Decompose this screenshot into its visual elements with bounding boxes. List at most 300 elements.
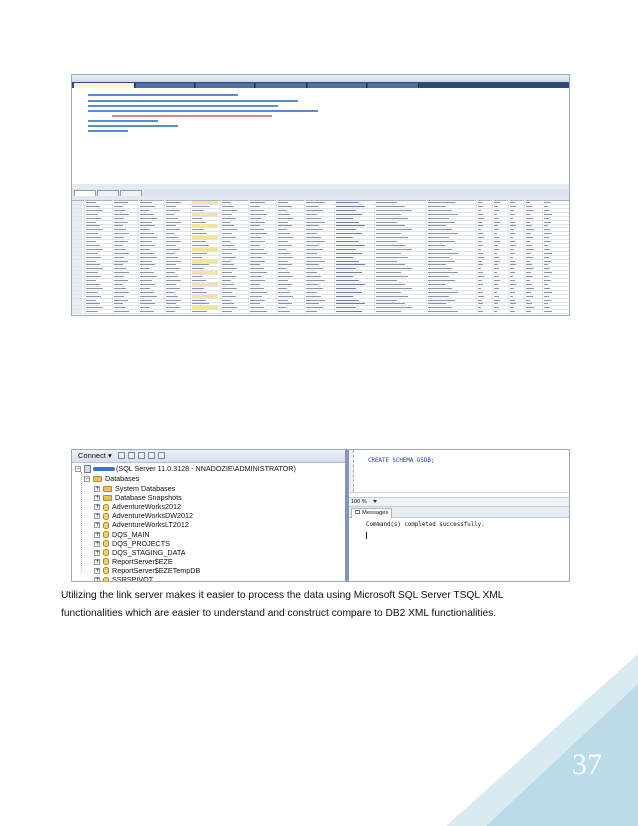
- grid-cell: [166, 264, 176, 265]
- result-tabs: [72, 189, 569, 196]
- grid-cell: [428, 210, 452, 211]
- result-tabs: [349, 507, 569, 518]
- grid-cell: [494, 261, 500, 262]
- grid-cell: [192, 222, 206, 223]
- database-icon: [103, 531, 109, 538]
- grid-cell: [510, 214, 515, 215]
- grid-cell: [86, 202, 96, 203]
- row-number: [72, 213, 82, 216]
- grid-cell: [478, 307, 481, 308]
- table-row[interactable]: [72, 310, 569, 314]
- grid-cell: [526, 202, 530, 203]
- row-number: [72, 256, 82, 259]
- grid-cell: [86, 268, 103, 269]
- database-item-label: Database Snapshots: [115, 493, 182, 503]
- grid-cell: [86, 206, 100, 207]
- grid-cell: [510, 288, 514, 289]
- grid-cell: [336, 264, 365, 265]
- grid-cell: [222, 210, 237, 211]
- grid-cell: [222, 284, 234, 285]
- grid-cell: [140, 272, 154, 273]
- grid-cell: [192, 213, 218, 216]
- grid-cell: [494, 257, 499, 258]
- grid-cell: [222, 264, 234, 265]
- grid-cell: [306, 264, 319, 265]
- grid-cell: [166, 210, 180, 211]
- grid-cell: [306, 245, 319, 246]
- grid-cell: [166, 202, 181, 203]
- grid-cell: [278, 264, 292, 265]
- grid-cell: [494, 292, 497, 293]
- expand-icon[interactable]: +: [95, 566, 101, 574]
- grid-cell: [478, 233, 483, 234]
- grid-cell: [544, 241, 551, 242]
- grid-cell: [510, 264, 516, 265]
- grid-cell: [494, 225, 498, 226]
- grid-cell: [494, 233, 497, 234]
- grid-cell: [376, 303, 405, 304]
- grid-cell: [250, 284, 260, 285]
- grid-cell: [278, 280, 288, 281]
- grid-cell: [494, 210, 499, 211]
- grid-cell: [428, 218, 449, 219]
- grid-cell: [306, 288, 323, 289]
- grid-cell: [494, 214, 497, 215]
- grid-cell: [306, 303, 319, 304]
- collapse-icon[interactable]: −: [76, 465, 82, 473]
- grid-cell: [114, 241, 128, 242]
- row-number: [72, 267, 82, 270]
- grid-cell: [114, 300, 128, 301]
- database-icon: [103, 513, 109, 520]
- grid-cell: [192, 271, 218, 274]
- grid-cell: [494, 253, 497, 254]
- grid-cell: [250, 253, 267, 254]
- grid-cell: [526, 268, 534, 269]
- row-number: [72, 236, 82, 239]
- grid-cell: [306, 233, 317, 234]
- grid-cell: [526, 272, 531, 273]
- expand-icon[interactable]: +: [95, 557, 101, 565]
- grid-cell: [428, 268, 452, 269]
- row-number: [72, 252, 82, 255]
- grid-cell: [544, 222, 551, 223]
- grid-cell: [306, 225, 319, 226]
- connect-button[interactable]: Connect ▾: [78, 451, 112, 460]
- grid-cell: [428, 249, 452, 250]
- grid-cell: [114, 303, 123, 304]
- grid-cell: [278, 261, 288, 262]
- grid-cell: [336, 272, 362, 273]
- grid-cell: [526, 280, 530, 281]
- grid-cell: [114, 218, 124, 219]
- grid-cell: [526, 245, 532, 246]
- grid-cell: [494, 268, 499, 269]
- grid-cell: [478, 284, 483, 285]
- grid-cell: [114, 280, 128, 281]
- row-number: [72, 260, 82, 263]
- expand-icon[interactable]: +: [95, 576, 101, 582]
- grid-cell: [166, 225, 176, 226]
- disconnect-icon[interactable]: [128, 452, 135, 459]
- grid-cell: [140, 233, 154, 234]
- grid-cell: [278, 296, 293, 297]
- folder-icon: [103, 486, 112, 492]
- expand-icon[interactable]: +: [95, 485, 101, 493]
- grid-cell: [140, 268, 150, 269]
- grid-cell: [376, 225, 405, 226]
- grid-cell: [306, 214, 317, 215]
- database-item-label: AdventureWorksLT2012: [112, 520, 189, 530]
- grid-cell: [544, 210, 550, 211]
- grid-cell: [510, 241, 515, 242]
- grid-cell: [140, 210, 150, 211]
- grid-cell: [250, 303, 260, 304]
- grid-cell: [526, 214, 531, 215]
- grid-cell: [428, 272, 458, 273]
- grid-cell: [544, 257, 549, 258]
- grid-cell: [376, 237, 408, 238]
- grid-cell: [428, 206, 446, 207]
- grid-cell: [250, 311, 267, 312]
- grid-cell: [494, 307, 499, 308]
- grid-cell: [376, 311, 401, 312]
- grid-cell: [140, 206, 155, 207]
- grid-cell: [376, 272, 401, 273]
- grid-cell: [250, 229, 264, 230]
- grid-cell: [166, 276, 178, 277]
- grid-cell: [336, 276, 353, 277]
- grid-cell: [376, 222, 397, 223]
- grid-cell: [376, 300, 397, 301]
- row-number: [72, 240, 82, 243]
- grid-cell: [140, 284, 155, 285]
- refresh-icon[interactable]: [158, 452, 165, 459]
- grid-cell: [166, 237, 178, 238]
- database-item-label: DQS_PROJECTS: [112, 538, 170, 548]
- grid-cell: [166, 229, 180, 230]
- grid-cell: [306, 218, 321, 219]
- filter-icon[interactable]: [148, 452, 155, 459]
- grid-cell: [478, 214, 483, 215]
- grid-cell: [222, 222, 231, 223]
- grid-cell: [336, 225, 365, 226]
- grid-cell: [428, 257, 449, 258]
- grid-cell: [510, 233, 515, 234]
- grid-cell: [478, 218, 484, 219]
- database-item-label: DQS_STAGING_DATA: [112, 547, 186, 557]
- grid-cell: [376, 264, 405, 265]
- grid-cell: [526, 307, 534, 308]
- grid-cell: [306, 257, 321, 258]
- grid-cell: [428, 288, 452, 289]
- grid-cell: [166, 272, 175, 273]
- grid-cell: [192, 206, 209, 207]
- row-number: [72, 306, 82, 309]
- databases-label: Databases: [105, 474, 140, 483]
- grid-cell: [494, 311, 497, 312]
- grid-cell: [250, 206, 260, 207]
- grid-cell: [494, 303, 498, 304]
- grid-cell: [222, 280, 231, 281]
- query-editor[interactable]: [349, 450, 569, 493]
- grid-cell: [140, 237, 157, 238]
- grid-cell: [510, 245, 516, 246]
- database-item-label: ReportServer$EZE: [112, 556, 173, 566]
- row-number: [72, 205, 82, 208]
- grid-cell: [192, 241, 206, 242]
- collapse-icon[interactable]: −: [85, 475, 91, 483]
- expand-icon[interactable]: +: [95, 539, 101, 547]
- grid-cell: [306, 202, 325, 203]
- database-item-label: AdventureWorks2012: [112, 502, 181, 512]
- grid-cell: [250, 233, 267, 234]
- grid-cell: [306, 241, 325, 242]
- grid-cell: [526, 288, 534, 289]
- grid-cell: [510, 268, 514, 269]
- grid-cell: [86, 311, 98, 312]
- grid-cell: [222, 225, 234, 226]
- grid-cell: [250, 264, 260, 265]
- database-item-label: SSRSPIVOT: [112, 575, 154, 582]
- row-number: [72, 221, 82, 224]
- grid-cell: [192, 280, 206, 281]
- grid-cell: [222, 268, 237, 269]
- grid-cell: [306, 296, 321, 297]
- redacted-server-name: [93, 467, 115, 471]
- grid-cell: [250, 214, 267, 215]
- grid-cell: [250, 268, 264, 269]
- database-item-label: DQS_MAIN: [112, 529, 150, 539]
- grid-cell: [114, 249, 126, 250]
- grid-cell: [278, 311, 290, 312]
- grid-cell: [306, 284, 319, 285]
- grid-cell: [494, 284, 498, 285]
- grid-cell: [222, 311, 232, 312]
- grid-cell: [336, 210, 356, 211]
- grid-cell: [336, 296, 353, 297]
- grid-cell: [192, 210, 204, 211]
- grid-cell: [428, 225, 446, 226]
- stop-icon[interactable]: [138, 452, 145, 459]
- results-grid: [72, 196, 569, 315]
- grid-cell: [166, 303, 176, 304]
- grid-cell: [140, 280, 152, 281]
- grid-cell: [494, 229, 499, 230]
- database-item[interactable]: [94, 575, 153, 582]
- grid-cell: [114, 225, 123, 226]
- grid-cell: [544, 272, 552, 273]
- expand-icon[interactable]: +: [95, 548, 101, 556]
- grid-cell: [278, 307, 287, 308]
- grid-cell: [428, 233, 458, 234]
- grid-cell: [114, 292, 129, 293]
- grid-cell: [376, 241, 397, 242]
- expand-icon[interactable]: +: [95, 494, 101, 502]
- grid-cell: [114, 233, 129, 234]
- grid-cell: [494, 272, 497, 273]
- grid-cell: [526, 276, 533, 277]
- grid-cell: [278, 253, 290, 254]
- grid-cell: [544, 233, 552, 234]
- grid-cell: [510, 272, 515, 273]
- grid-cell: [428, 237, 449, 238]
- zoom-level[interactable]: 100 %: [351, 499, 367, 505]
- grid-cell: [306, 292, 317, 293]
- grid-cell: [306, 261, 325, 262]
- grid-cell: [86, 218, 101, 219]
- grid-cell: [140, 300, 152, 301]
- grid-cell: [526, 311, 531, 312]
- grid-cell: [510, 300, 515, 301]
- grid-cell: [250, 292, 267, 293]
- grid-cell: [336, 222, 359, 223]
- grid-cell: [86, 210, 103, 211]
- grid-cell: [428, 261, 455, 262]
- grid-cell: [86, 276, 101, 277]
- grid-cell: [478, 272, 483, 273]
- grid-cell: [376, 233, 401, 234]
- grid-cell: [478, 300, 482, 301]
- grid-cell: [86, 233, 98, 234]
- query-window: [349, 450, 569, 581]
- folder-icon: [103, 495, 112, 501]
- grid-cell: [544, 307, 550, 308]
- grid-cell: [376, 296, 408, 297]
- grid-cell: [428, 296, 449, 297]
- grid-cell: [544, 261, 551, 262]
- grid-cell: [114, 296, 124, 297]
- server-node[interactable]: [75, 464, 296, 474]
- grid-cell: [376, 229, 412, 230]
- grid-cell: [166, 233, 175, 234]
- grid-cell: [336, 214, 362, 215]
- grid-cell: [250, 280, 265, 281]
- grid-cell: [192, 201, 218, 204]
- grid-cell: [250, 261, 265, 262]
- messages-tab[interactable]: [351, 508, 392, 518]
- row-number: [72, 299, 82, 302]
- grid-cell: [140, 296, 157, 297]
- grid-cell: [510, 237, 513, 238]
- grid-cell: [544, 276, 549, 277]
- grid-cell: [428, 264, 446, 265]
- grid-cell: [250, 288, 264, 289]
- grid-cell: [478, 229, 481, 230]
- grid-cell: [140, 214, 154, 215]
- chevron-down-icon[interactable]: [373, 500, 377, 503]
- row-number: [72, 201, 82, 204]
- grid-cell: [306, 237, 321, 238]
- grid-cell: [306, 300, 325, 301]
- grid-cell: [222, 249, 237, 250]
- query-line: [88, 125, 178, 127]
- grid-cell: [526, 206, 532, 207]
- grid-cell: [526, 249, 534, 250]
- grid-cell: [278, 272, 290, 273]
- grid-cell: [140, 241, 152, 242]
- grid-cell: [278, 218, 293, 219]
- body-paragraph: Utilizing the link server makes it easier to process the data using Microsoft SQL Server TSQL XML functionalities which are easier to understand and construct compare to DB2 XML functionalities.: [61, 590, 504, 619]
- grid-cell: [222, 276, 236, 277]
- grid-cell: [336, 268, 356, 269]
- grid-cell: [478, 276, 484, 277]
- grid-cell: [114, 261, 128, 262]
- grid-cell: [376, 261, 397, 262]
- grid-cell: [166, 284, 176, 285]
- result-grid-screenshot: [71, 74, 570, 316]
- database-icon: [103, 549, 109, 556]
- grid-cell: [526, 253, 531, 254]
- grid-cell: [140, 261, 152, 262]
- grid-cell: [250, 202, 265, 203]
- query-line: [112, 115, 272, 117]
- grid-cell: [526, 237, 533, 238]
- grid-cell: [192, 260, 218, 263]
- grid-cell: [140, 303, 155, 304]
- grid-cell: [544, 214, 552, 215]
- grid-cell: [166, 257, 178, 258]
- expand-icon[interactable]: +: [95, 521, 101, 529]
- grid-cell: [376, 288, 412, 289]
- database-icon: [103, 567, 109, 574]
- grid-cell: [166, 296, 178, 297]
- grid-cell: [544, 237, 549, 238]
- expand-icon[interactable]: +: [95, 530, 101, 538]
- grid-cell: [510, 206, 516, 207]
- grid-cell: [166, 280, 181, 281]
- grid-cell: [166, 261, 181, 262]
- grid-cell: [428, 276, 449, 277]
- databases-node[interactable]: [84, 474, 139, 484]
- grid-cell: [86, 284, 100, 285]
- grid-cell: [140, 225, 155, 226]
- connect-icon[interactable]: [118, 452, 125, 459]
- expand-icon[interactable]: +: [95, 512, 101, 520]
- grid-cell: [510, 307, 514, 308]
- grid-cell: [478, 268, 481, 269]
- grid-cell: [192, 248, 218, 251]
- grid-cell: [306, 253, 317, 254]
- expand-icon[interactable]: +: [95, 503, 101, 511]
- grid-cell: [428, 229, 452, 230]
- grid-cell: [526, 222, 530, 223]
- grid-cell: [336, 241, 359, 242]
- grid-cell: [222, 218, 236, 219]
- grid-cell: [250, 307, 264, 308]
- grid-cell: [114, 222, 128, 223]
- grid-cell: [306, 222, 325, 223]
- grid-cell: [510, 225, 516, 226]
- grid-cell: [166, 292, 175, 293]
- grid-cell: [510, 311, 515, 312]
- grid-cell: [428, 222, 455, 223]
- grid-cell: [510, 303, 516, 304]
- grid-cell: [336, 300, 359, 301]
- grid-cell: [526, 241, 530, 242]
- grid-cell: [86, 300, 96, 301]
- grid-cell: [428, 284, 446, 285]
- grid-cell: [336, 261, 359, 262]
- grid-cell: [428, 253, 458, 254]
- grid-cell: [278, 241, 288, 242]
- grid-cell: [114, 229, 126, 230]
- grid-cell: [140, 222, 152, 223]
- grid-cell: [376, 280, 397, 281]
- grid-cell: [166, 307, 180, 308]
- grid-cell: [278, 249, 287, 250]
- grid-cell: [544, 245, 548, 246]
